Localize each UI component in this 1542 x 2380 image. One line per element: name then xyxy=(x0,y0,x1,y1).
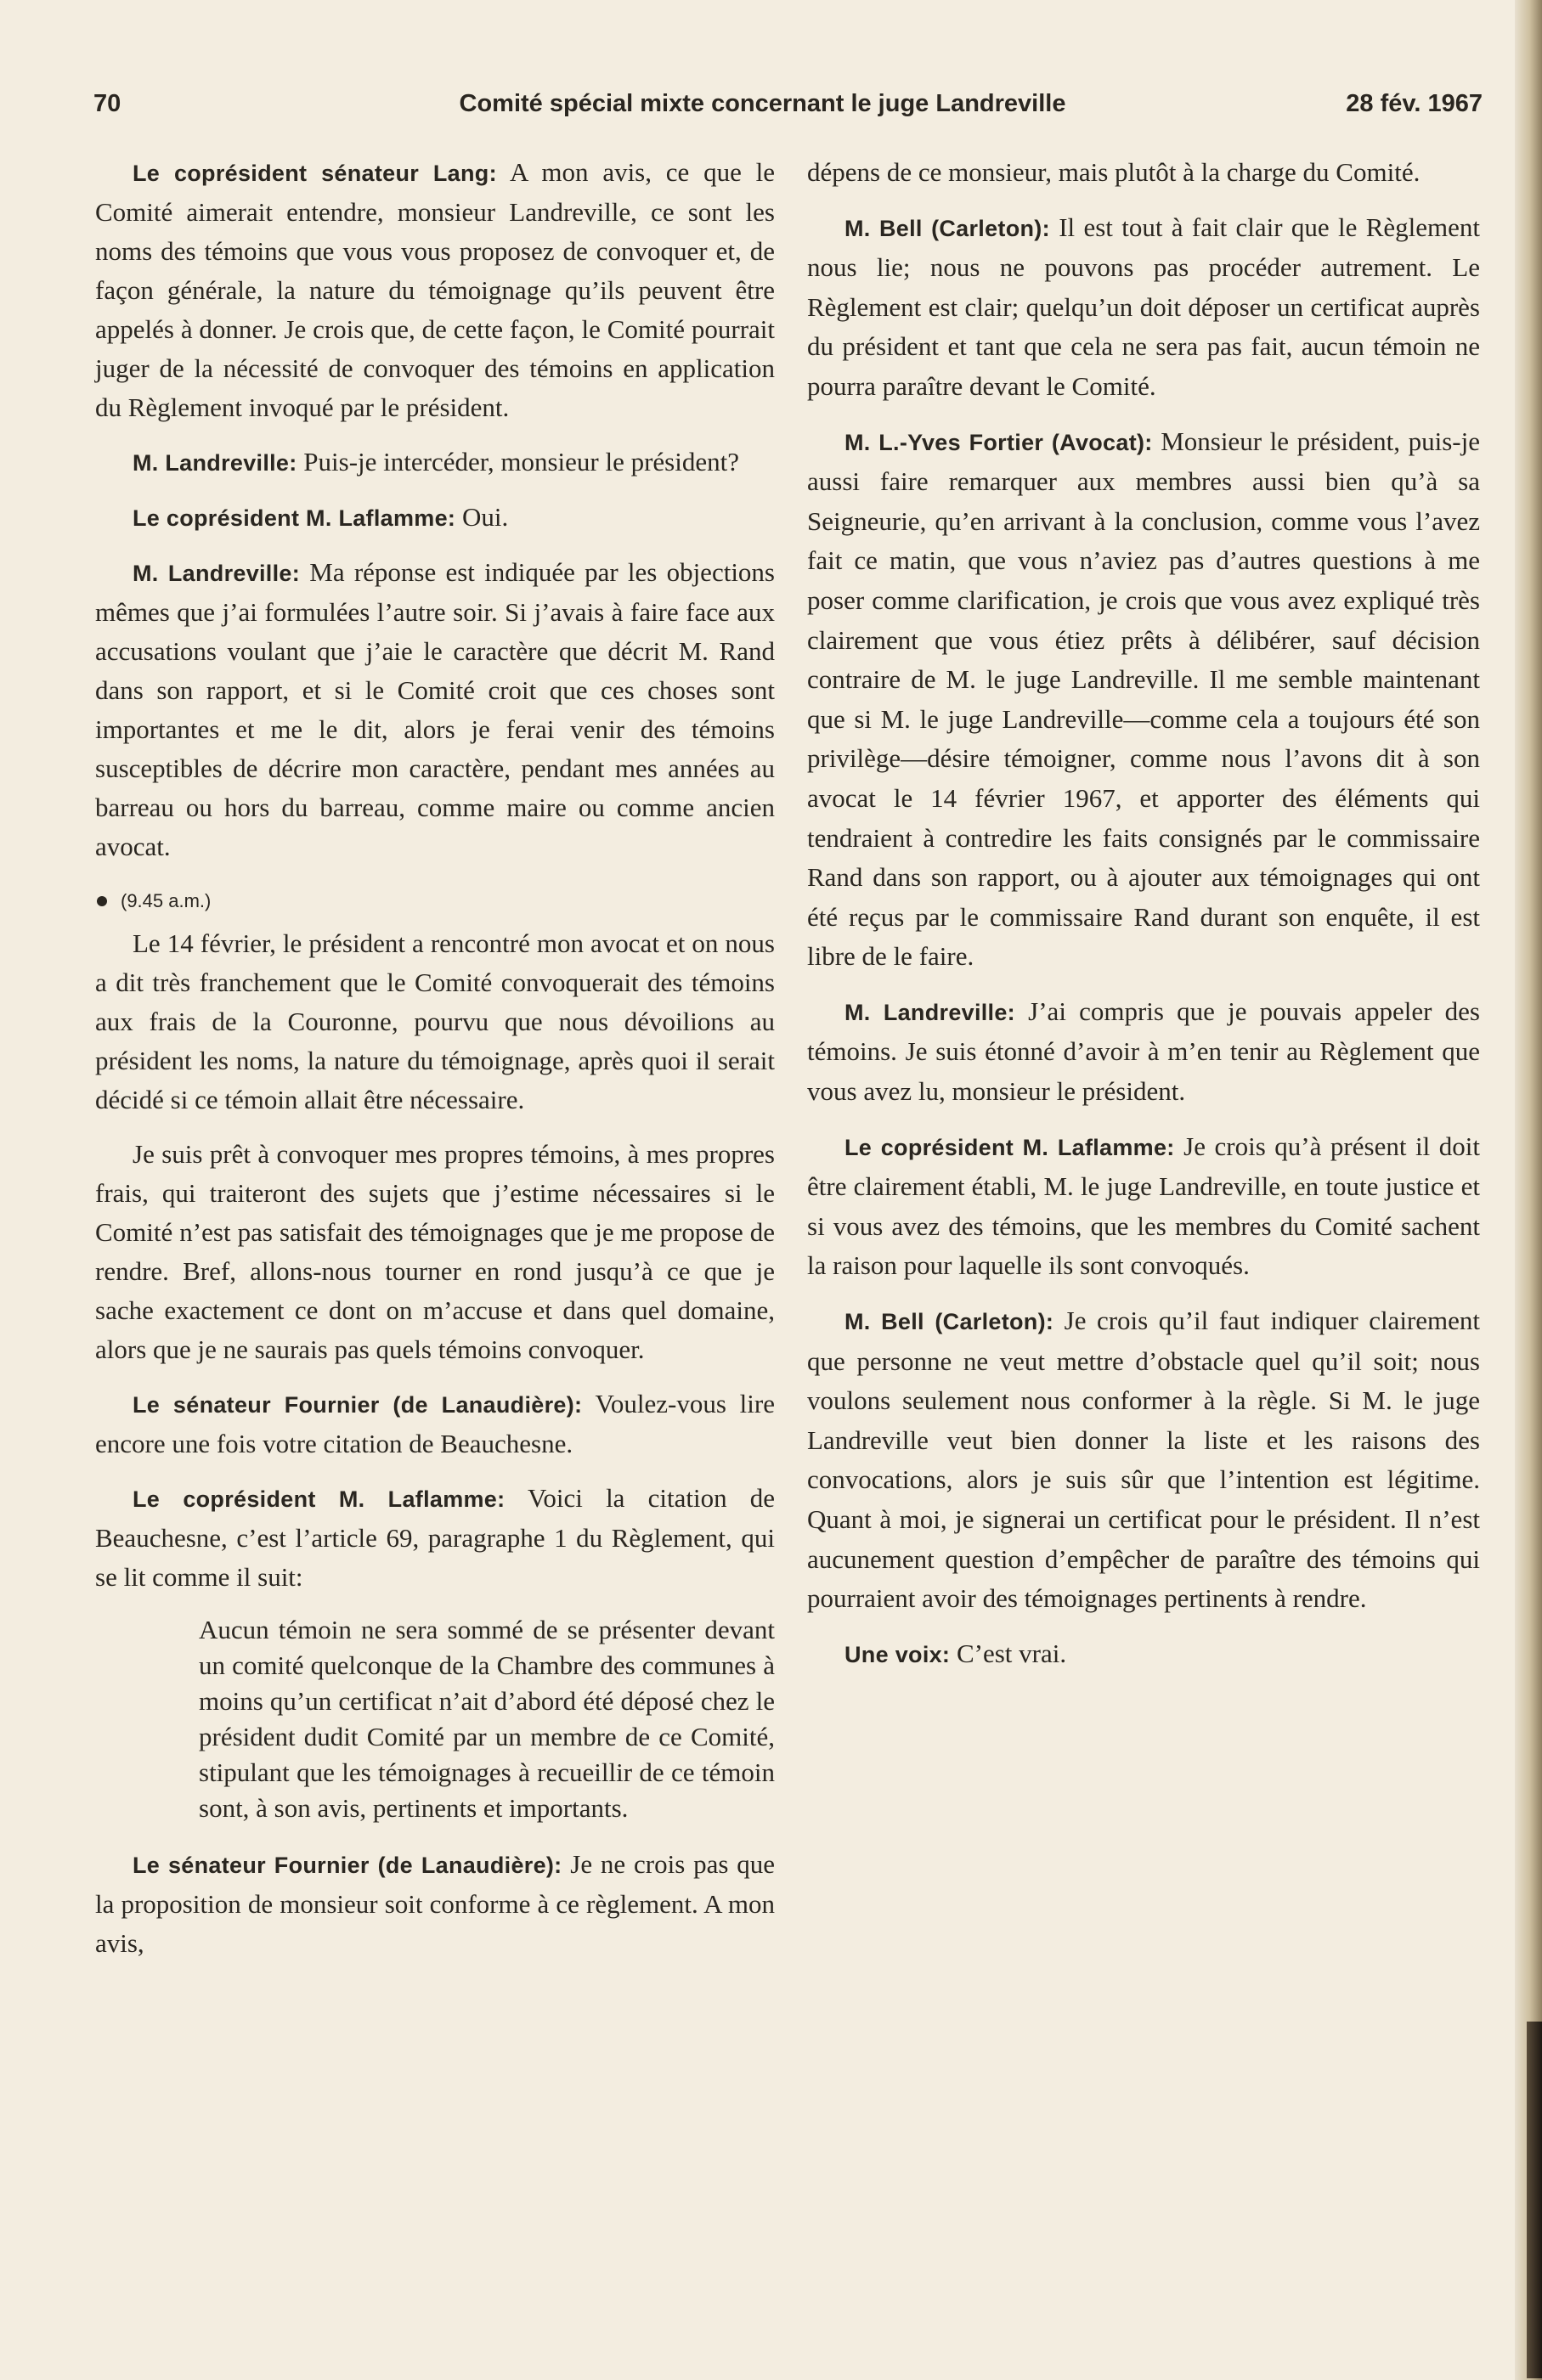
speaker-name: Le sénateur Fournier (de Lanaudière): xyxy=(133,1853,562,1878)
speech-text: Je ne crois pas que la proposition de monsieur soit conforme à ce règlement. A mon avis, xyxy=(95,1849,775,1958)
speech-text: Je suis prêt à convoquer mes propres témoins, à mes propres frais, qui traiteront des sujets que j’estime nécessaires si le Comité n’est pas satisfait des témoignages que je me propose de rendre. Bref, allons-nous tourner en rond jusqu’à ce que je sache exactement ce dont on m’accuse et dans quel domaine, alors que je ne saurais pas quels témoins convoquer. xyxy=(95,1139,775,1364)
page-number: 70 xyxy=(93,90,121,117)
speech-text: Je crois qu’à présent il doit être clairement établi, M. le juge Landreville, en toute justice et si vous avez des témoins, que les membres du Comité sachent la raison pour laquelle ils sont convoqués. xyxy=(807,1131,1480,1281)
transcript-paragraph xyxy=(95,553,775,866)
transcript-paragraph xyxy=(807,1634,1480,1675)
page-edge-shadow xyxy=(1527,2022,1542,2378)
transcript-paragraph xyxy=(95,1845,775,1963)
speech-text: J’ai compris que je pouvais appeler des témoins. Je suis étonné d’avoir à m’en tenir au Règlement que vous avez lu, monsieur le président. xyxy=(807,995,1480,1107)
header-date: 28 fév. 1967 xyxy=(1346,90,1483,117)
transcript-paragraph xyxy=(95,924,775,1120)
transcript-paragraph xyxy=(95,1135,775,1369)
speaker-name: M. Bell (Carleton): xyxy=(844,1309,1054,1335)
right-column xyxy=(807,153,1480,1689)
speaker-name: M. Landreville: xyxy=(133,450,297,476)
speaker-name: M. Landreville: xyxy=(133,561,301,586)
speech-text: Voici la citation de Beauchesne, c’est l’article 69, paragraphe 1 du Règlement, qui se lit comme il suit: xyxy=(95,1483,775,1592)
speaker-name: M. L.-Yves Fortier (Avocat): xyxy=(844,429,1153,455)
bullet-icon xyxy=(97,896,107,906)
left-column xyxy=(95,153,775,1978)
speaker-name: M. Bell (Carleton): xyxy=(844,215,1050,241)
speech-text: Ma réponse est indiquée par les objections mêmes que j’ai formulées l’autre soir. Si j’avais à faire face aux accusations voulant que j’aie le caractère que décrit M. Rand dans son rapport, et si le Comité croit que ces choses sont importantes et me le dit, alors je ferai venir des témoins susceptibles de décrire mon caractère, pendant mes années au barreau ou hors du barreau, comme maire ou comme ancien avocat. xyxy=(95,557,775,861)
page-header xyxy=(93,85,1483,127)
transcript-paragraph xyxy=(807,208,1480,407)
transcript-paragraph xyxy=(95,443,775,482)
transcript-paragraph xyxy=(95,1479,775,1597)
speech-text: Voulez-vous lire encore une fois votre citation de Beauchesne. xyxy=(95,1389,775,1458)
speaker-name: Le coprésident M. Laflamme: xyxy=(133,1486,506,1512)
speech-text: Il est tout à fait clair que le Règlement nous lie; nous ne pouvons pas procéder autrement. Le Règlement est clair; quelqu’un doit déposer un certificat auprès du président et tant que cela ne sera pas fait, aucun témoin ne pourra paraître devant le Comité. xyxy=(807,211,1480,401)
transcript-paragraph xyxy=(95,153,775,427)
speaker-name: Le coprésident M. Laflamme: xyxy=(133,505,456,531)
transcript-paragraph xyxy=(95,498,775,538)
speech-text: Je crois qu’il faut indiquer clairement que personne ne veut mettre d’obstacle quel qu’il soit; nous voulons seulement nous conformer à la règle. Si M. le juge Landreville veut bien donner la liste et les raisons des convocations, alors je suis sûr que l’intention est légitime. Quant à moi, je signerai un certificat pour le président. Il n’est aucunement question d’empêcher de paraître des témoins qui pourraient avoir des témoignages pertinents à rendre. xyxy=(807,1306,1481,1614)
timestamp-marker xyxy=(95,882,775,921)
speaker-name: Le sénateur Fournier (de Lanaudière): xyxy=(133,1392,583,1418)
speech-text: A mon avis, ce que le Comité aimerait entendre, monsieur Landreville, ce sont les noms des témoins que vous vous proposez de convoquer et, de façon générale, la nature du témoignage qu’ils peuvent être appelés à donner. Je crois que, de cette façon, le Comité pourrait juger de la nécessité de convoquer des témoins en application du Règlement invoqué par le président. xyxy=(95,157,775,422)
speaker-name: M. Landreville: xyxy=(844,999,1015,1025)
transcript-paragraph xyxy=(807,1301,1480,1619)
transcript-paragraph xyxy=(807,153,1480,193)
transcript-paragraph xyxy=(807,992,1480,1112)
speaker-name: Une voix: xyxy=(844,1641,951,1667)
transcript-paragraph xyxy=(95,1385,775,1464)
speech-text: Monsieur le président, puis-je aussi faire remarquer aux membres aussi bien qu’à sa Seigneurie, qu’en arrivant à la conclusion, comme vous l’avez fait ce matin, que vous n’aviez pas d’autres questions à me poser comme clarification, je crois que vous avez expliqué très clairement que vous étiez prêts à délibérer, sauf décision contraire de M. le juge Landreville. Il me semble maintenant que si M. le juge Landreville—comme cela a toujours été son privilège—désire témoigner, comme nous l’avons dit à son avocat le 14 février 1967, et apporter des éléments qui tendraient à contredire les faits consignés par le commissaire Rand dans son rapport, ou à ajouter aux témoignages qui ont été reçus par le commissaire Rand durant son enquête, il est libre de le faire. xyxy=(807,426,1481,972)
speech-text: Oui. xyxy=(455,502,509,532)
speaker-name: Le coprésident sénateur Lang: xyxy=(133,161,497,186)
transcript-paragraph xyxy=(807,422,1480,977)
speech-text: Puis-je intercéder, monsieur le président? xyxy=(297,447,739,477)
running-title: Comité spécial mixte concernant le juge Landreville xyxy=(459,90,1066,117)
block-quote: Aucun témoin ne sera sommé de se présenter devant un comité quelconque de la Chambre des communes à moins qu’un certificat n’ait d’abord été déposé chez le président dudit Comité par un membre de ce Comité, stipulant que les témoignages à recueillir de ce témoin sont, à son avis, pertinents et importants. xyxy=(199,1615,775,1823)
speaker-name: Le coprésident M. Laflamme: xyxy=(844,1134,1175,1160)
speech-text: Le 14 février, le président a rencontré mon avocat et on nous a dit très franchement que le Comité convoquerait des témoins aux frais de la Couronne, pourvu que nous dévoilions au président les noms, la nature du témoignage, après quoi il serait décidé si ce témoin allait être nécessaire. xyxy=(95,928,775,1114)
speech-text: C’est vrai. xyxy=(950,1638,1067,1668)
transcript-paragraph xyxy=(807,1127,1480,1286)
speech-text: dépens de ce monsieur, mais plutôt à la charge du Comité. xyxy=(807,157,1421,187)
timestamp-text: (9.45 a.m.) xyxy=(121,890,212,911)
